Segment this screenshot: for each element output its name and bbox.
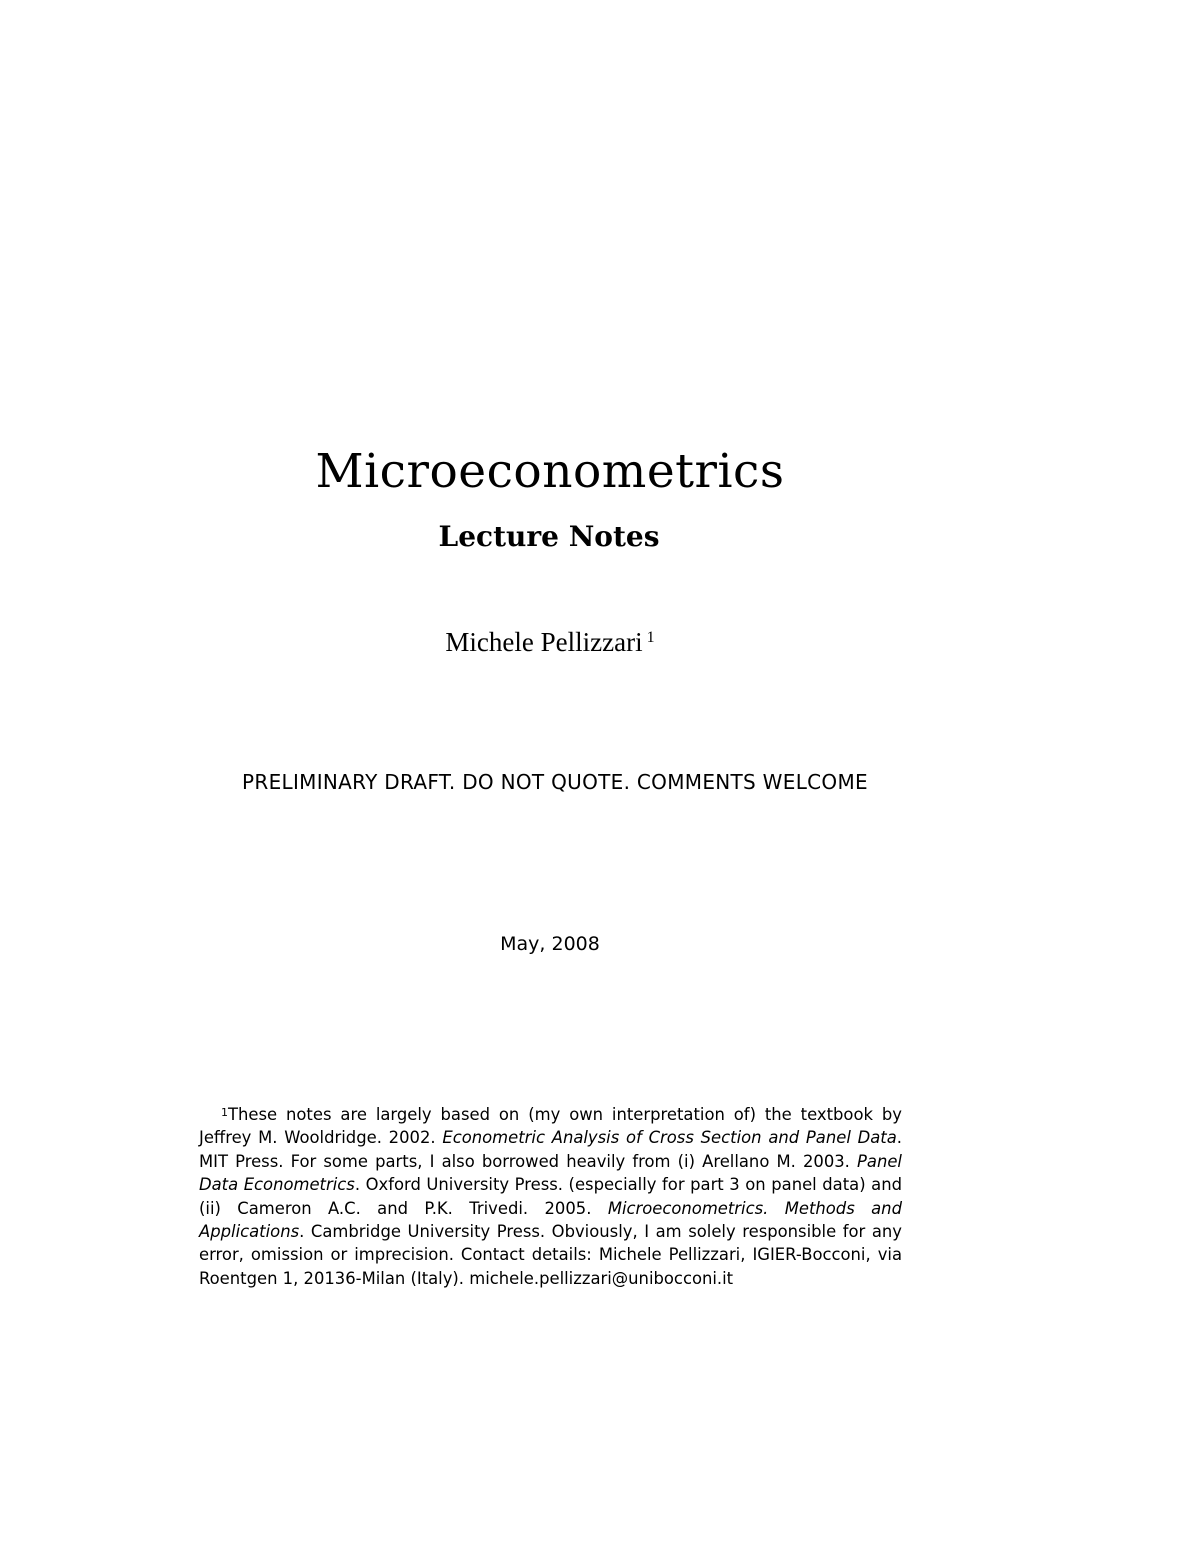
footnote-book-title-1: Econometric Analysis of Cross Section and Panel Data	[442, 1128, 897, 1148]
document-title: Microeconometrics	[315, 444, 785, 499]
footnote-text-part2: . MIT Press. For some parts, I also borrowed heavily from (i) Arellano M. 2003.	[199, 1128, 902, 1171]
footnote-mark: 1	[221, 1106, 228, 1119]
draft-notice: PRELIMINARY DRAFT. DO NOT QUOTE. COMMENTS WELCOME	[242, 770, 868, 794]
footnote-text-part3: . Oxford University Press. (especially for part 3 on panel data) and (ii) Cameron A.C. and P.K. Trivedi. 2005.	[199, 1175, 902, 1218]
footnote-text-part1: These notes are largely based on (my own interpretation of) the textbook by Jeffrey M. Wooldridge. 2002.	[199, 1105, 902, 1148]
document-date: May, 2008	[500, 933, 600, 955]
footnote-book-title-3: Microeconometrics. Methods and Applications	[199, 1198, 902, 1242]
author-footnote-mark: 1	[646, 629, 655, 646]
author-line	[0, 624, 1100, 660]
footnote	[199, 1103, 902, 1290]
document-subtitle: Lecture Notes	[438, 520, 660, 553]
author-name: Michele Pellizzari	[445, 627, 643, 657]
footnote-text-part4: . Cambridge University Press. Obviously, I am solely responsible for any error, omission or imprecision. Contact details: Michele Pellizzari, IGIER-Bocconi, via Roentgen 1, 20136-Milan (Italy). michele.pellizzari@unibocconi.it	[199, 1222, 902, 1288]
footnote-book-title-2: Panel Data Econometrics	[199, 1151, 902, 1195]
